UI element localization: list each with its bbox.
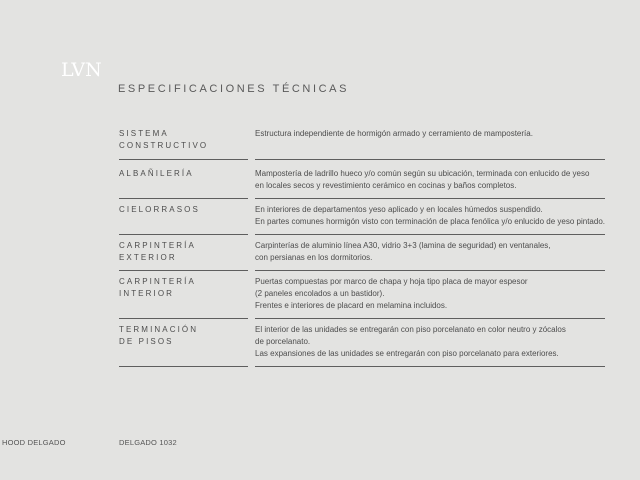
spec-description-line: (2 paneles encolados a un bastidor). xyxy=(255,289,385,298)
brand-logo: LVN xyxy=(61,59,102,81)
row-divider-right xyxy=(255,159,605,160)
row-divider-left xyxy=(119,159,248,160)
spec-label-line: SISTEMA xyxy=(119,129,169,138)
spec-label-line: CIELORRASOS xyxy=(119,205,200,214)
spec-description-line: Puertas compuestas por marco de chapa y hoja tipo placa de mayor espesor xyxy=(255,277,528,286)
spec-label-line: INTERIOR xyxy=(119,289,175,298)
spec-label xyxy=(119,128,248,152)
row-divider-right xyxy=(255,270,605,271)
row-divider-left xyxy=(119,198,248,199)
spec-label xyxy=(119,240,248,264)
spec-description xyxy=(255,276,607,312)
spec-label-line: CARPINTERÍA xyxy=(119,241,196,250)
spec-label-line: DE PISOS xyxy=(119,337,174,346)
spec-label-line: TERMINACIÓN xyxy=(119,325,199,334)
spec-description-line: con persianas en los dormitorios. xyxy=(255,253,373,262)
spec-description xyxy=(255,128,607,140)
row-divider-left xyxy=(119,366,248,367)
spec-description-line: Mampostería de ladrillo hueco y/o común según su ubicación, terminada con enlucido de yeso xyxy=(255,169,590,178)
spec-description-line: Las expansiones de las unidades se entregarán con piso porcelanato para exteriores. xyxy=(255,349,559,358)
spec-description-line: En partes comunes hormigón visto con terminación de placa fenólica y/o enlucido de yeso pintado. xyxy=(255,217,605,226)
spec-description xyxy=(255,204,607,228)
row-divider-right xyxy=(255,198,605,199)
spec-label xyxy=(119,204,248,216)
spec-description-line: Carpinterías de aluminio línea A30, vidrio 3+3 (lamina de seguridad) en ventanales, xyxy=(255,241,551,250)
spec-description-line: En interiores de departamentos yeso aplicado y en locales húmedos suspendido. xyxy=(255,205,543,214)
spec-description-line: El interior de las unidades se entregarán con piso porcelanato en color neutro y zócalos xyxy=(255,325,566,334)
spec-label-line: ALBAÑILERÍA xyxy=(119,169,194,178)
spec-label-line: EXTERIOR xyxy=(119,253,177,262)
row-divider-left xyxy=(119,270,248,271)
spec-label xyxy=(119,324,248,348)
row-divider-left xyxy=(119,234,248,235)
spec-description-line: en locales secos y revestimiento cerámico en cocinas y baños completos. xyxy=(255,181,517,190)
spec-description xyxy=(255,168,607,192)
spec-label xyxy=(119,276,248,300)
spec-label xyxy=(119,168,248,180)
page-title: ESPECIFICACIONES TÉCNICAS xyxy=(118,83,350,95)
row-divider-right xyxy=(255,366,605,367)
spec-description-line: Frentes e interiores de placard en melamina incluidos. xyxy=(255,301,448,310)
row-divider-left xyxy=(119,318,248,319)
spec-description-line: Estructura independiente de hormigón armado y cerramiento de mampostería. xyxy=(255,129,533,138)
row-divider-right xyxy=(255,318,605,319)
spec-label-line: CONSTRUCTIVO xyxy=(119,141,209,150)
spec-description xyxy=(255,240,607,264)
row-divider-right xyxy=(255,234,605,235)
spec-description-line: de porcelanato. xyxy=(255,337,311,346)
spec-description xyxy=(255,324,607,360)
footer-project-name: HOOD DELGADO xyxy=(2,438,66,447)
spec-label-line: CARPINTERÍA xyxy=(119,277,196,286)
footer-address: DELGADO 1032 xyxy=(119,438,177,447)
